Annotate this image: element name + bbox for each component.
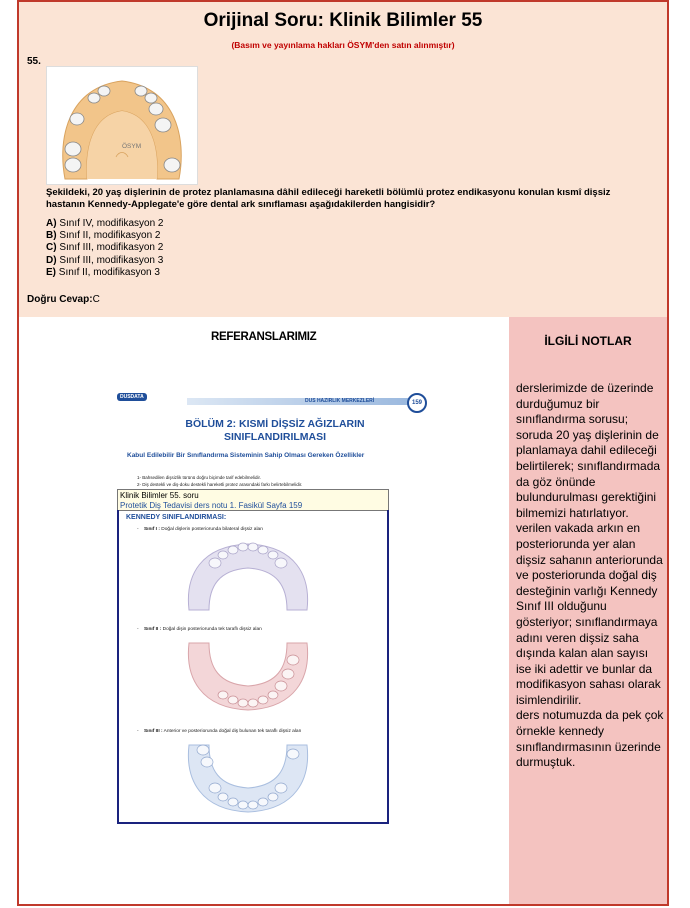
header-band-text: DUS HAZIRLIK MERKEZLERİ <box>305 398 375 404</box>
reference-page-scan <box>117 393 433 825</box>
kennedy-title: KENNEDY SINIFLANDIRMASI: <box>126 514 227 521</box>
class1-arch-image <box>181 540 316 615</box>
chapter-title: BÖLÜM 2: KISMİ DİŞSİZ AĞIZLARIN SINIFLANDIRILMASI <box>185 418 365 443</box>
question-panel <box>19 0 667 317</box>
class2-caption: - Sınıf II : Doğal dişin posteriorunda tek taraflı dişsiz alan <box>137 627 262 632</box>
option-a[interactable]: A) Sınıf IV, modifikasyon 2 <box>46 218 164 229</box>
reference-note-box: Klinik Bilimler 55. soru Protetik Diş Tedavisi ders notu 1. Fasikül Sayfa 159 <box>117 489 389 511</box>
question-text: Şekildeki, 20 yaş dişlerinin de protez planlamasına dâhil edileceği hareketli bölümlü protez endikasyonu konulan kısmî dişsiz hastanın Kennedy-Applegate'e göre dental ark sınıflaması aşağıdakilerden hangisidir? <box>46 187 611 210</box>
question-number: 55. <box>27 56 41 67</box>
class1-caption: - Sınıf I : Doğal dişlerin posteriorunda bilateral dişsiz alan <box>137 527 263 532</box>
question-jaw-image <box>46 66 198 185</box>
notes-body: derslerimizde de üzerinde durduğumuz bir sınıflandırma sorusu; soruda 20 yaş dişlerinin de planlamaya dahil edileceği belirtilerek; sınıflandırmada da göz önünde bulundurulması gerektiğini bilmemizi hatırlatıyor. verilen vakada arkın en posteriorunda yer alan dişsiz sahanın anteriorunda ve posteriorunda doğal diş desteğinin varlığı Kennedy Sınıf III olduğunu gösteriyor; sınıflandırmaya adını veren dişsiz saha dışında kalan alan sayısı ise iki adettir ve bunlar da modifikasyon sahası olarak isimlendirilir. ders notumuzda da pek çok örnekle kennedy sınıflandırmasının üzerinde durmuştuk. <box>516 381 664 770</box>
list-item: 2- Diş destekli ve diş-doku destekli hareketli protez arasındaki farkı belirtebilmelidir. <box>137 482 303 487</box>
dusdata-logo: DUSDATA <box>117 393 161 411</box>
option-c[interactable]: C) Sınıf III, modifikasyon 2 <box>46 242 164 254</box>
copyright-subtitle: (Basım ve yayınlama hakları ÖSYM'den satın alınmıştır) <box>231 40 455 50</box>
option-e[interactable]: E) Sınıf II, modifikasyon 3 <box>46 266 160 278</box>
correct-answer <box>27 294 100 305</box>
answer-value: C <box>92 294 100 305</box>
page-frame <box>17 0 669 906</box>
page-title: Orijinal Soru: Klinik Bilimler 55 <box>203 10 483 31</box>
image-watermark: ÖSYM <box>122 143 142 150</box>
header-band <box>187 398 413 405</box>
option-d[interactable]: D) Sınıf III, modifikasyon 3 <box>46 254 164 266</box>
references-title: REFERANSLARIMIZ <box>211 331 317 343</box>
list-item: 1- Bahsedilen dişsizlik türünü doğru biçimde tarif edebilmelidir. <box>137 475 262 480</box>
notes-panel <box>509 317 667 904</box>
page-number-badge: 159 <box>407 393 427 413</box>
class3-caption: - Sınıf III : Anterior ve posteriorunda doğal diş bulunan tek taraflı dişsiz alan <box>137 729 302 734</box>
class2-arch-image <box>181 638 316 713</box>
answer-options <box>46 218 163 279</box>
references-panel <box>19 317 509 904</box>
section-title: Kabul Edilebilir Bir Sınıflandırma Sisteminin Sahip Olması Gereken Özellikler <box>127 452 365 459</box>
notes-title: İLGİLİ NOTLAR <box>544 334 632 348</box>
answer-label: Doğru Cevap: <box>27 294 93 305</box>
kennedy-section <box>117 510 389 824</box>
option-b[interactable]: B) Sınıf II, modifikasyon 2 <box>46 230 161 242</box>
maxillary-arch-illustration <box>47 67 197 184</box>
class3-arch-image <box>181 740 316 815</box>
